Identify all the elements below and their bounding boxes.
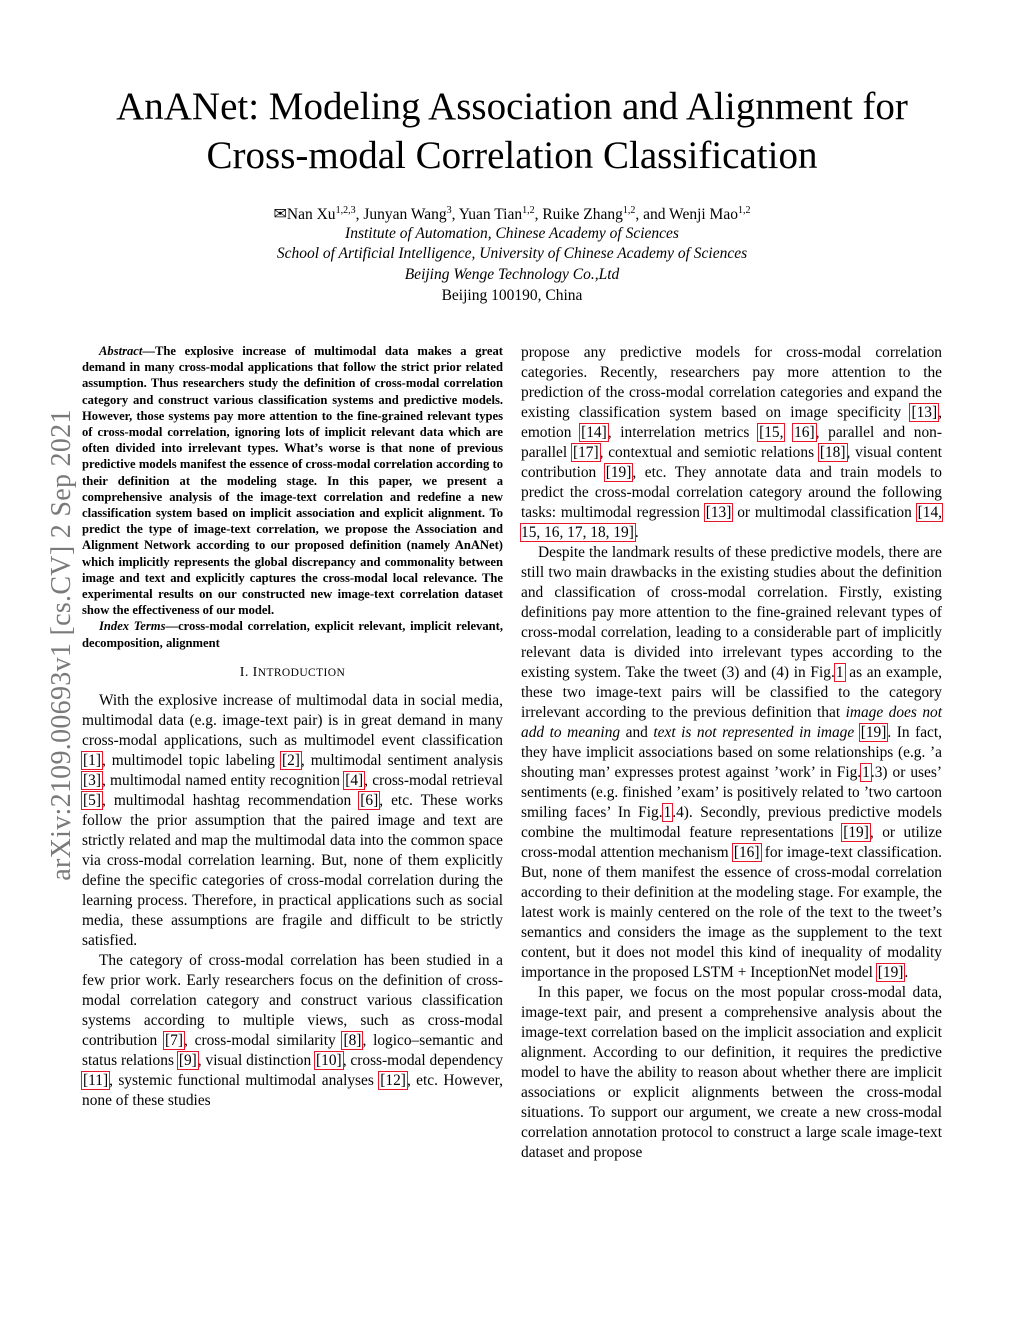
citation-link[interactable]: [17] — [572, 444, 599, 461]
text-run: as an example, these two image-text pairs will be classified to the category irrelevant according to the previous definition that — [521, 664, 942, 721]
author-1: Nan Xu — [286, 206, 336, 224]
author-4: , Ruike Zhang — [534, 206, 623, 224]
right-column — [521, 343, 942, 1163]
citation-link[interactable]: [18] — [819, 444, 846, 461]
envelope-icon: ✉ — [273, 206, 287, 224]
figure-link[interactable]: 1 — [663, 804, 672, 821]
title-line-1: AnANet: Modeling Association and Alignment for — [116, 85, 908, 128]
text-run: . — [904, 964, 909, 981]
text-run: . In fact, they have implicit associations based on some relationships (e.g. ’a shouting man’ expresses protest against ’work’ in Fig. — [521, 724, 943, 781]
italic-quote: image does not add to meaning — [521, 704, 942, 741]
text-run: , interrelation metrics — [607, 424, 759, 441]
citation-link[interactable]: [10] — [316, 1051, 342, 1069]
citation-link[interactable]: [12] — [380, 1071, 406, 1089]
text-run: The category of cross-modal correlation has been studied in a few prior work. Early researchers focus on the definition of cross-modal correlation category and construct various classification systems according to multiple views, such as cross-modal contribution — [82, 951, 503, 1049]
paper-title — [0, 82, 1024, 180]
citation-link[interactable]: [3] — [83, 771, 101, 789]
author-2: , Junyan Wang — [355, 206, 447, 224]
text-run: , or utilize cross-modal attention mechanism — [521, 824, 942, 861]
author-1-affil: 1,2,3 — [335, 205, 356, 216]
left-column — [82, 343, 503, 1111]
section-number: I. — [239, 664, 253, 680]
citation-link[interactable]: [2] — [281, 751, 300, 769]
text-run: and — [620, 724, 654, 741]
citation-link[interactable]: [19] — [860, 724, 887, 741]
citation-link[interactable]: [15, — [759, 424, 784, 441]
text-run: , multimodal hashtag recommendation — [101, 791, 360, 809]
text-run: .3) or uses’ sentiments (e.g. finished ’exam’ is positively related to ’two cartoon smiling faces’ In Fig. — [521, 764, 942, 821]
author-5-affil: 1,2 — [737, 205, 751, 216]
arxiv-stamp-text: arXiv:2109.00693v1 [cs.CV] 2 Sep 2021 — [46, 409, 77, 881]
author-5: , and Wenji Mao — [635, 206, 738, 224]
author-list — [0, 201, 1024, 225]
affiliation-line-4: Beijing 100190, China — [441, 287, 583, 304]
citation-link[interactable]: [11] — [83, 1071, 109, 1089]
citation-link[interactable]: 16] — [794, 424, 815, 441]
text-run: or multimodal classification — [732, 504, 917, 521]
affiliation-line-1: Institute of Automation, Chinese Academy of Sciences — [345, 225, 679, 242]
citation-link[interactable]: [16] — [733, 844, 760, 861]
author-2-affil: 3 — [446, 205, 452, 216]
right-paragraph-2 — [521, 543, 942, 983]
italic-quote: text is not represented in image — [653, 724, 855, 741]
figure-link[interactable]: 1 — [835, 664, 844, 681]
text-run: propose any predictive models for cross-modal correlation categories. Recently, researchers pay more attention to the prediction of the cross-modal correlation categories and expand the existing classification system based on image specificity — [521, 344, 942, 421]
text-run: , visual content contribution — [521, 444, 942, 481]
text-run: , multimodal named entity recognition — [101, 771, 345, 789]
citation-link[interactable]: [8] — [343, 1031, 362, 1049]
author-4-affil: 1,2 — [622, 205, 636, 216]
citation-link[interactable]: [19] — [877, 964, 904, 981]
author-3-affil: 1,2 — [522, 205, 535, 216]
citation-link[interactable]: [5] — [83, 791, 101, 809]
citation-link[interactable]: [9] — [178, 1051, 197, 1069]
figure-link[interactable]: 1 — [862, 764, 870, 781]
text-run: , logico–semantic and status relations — [82, 1031, 503, 1069]
citation-link[interactable]: [1] — [83, 751, 101, 769]
index-terms-paragraph — [82, 618, 503, 650]
text-run: , etc. These works follow the prior assumption that the paired image and text are strictly related and map the multimodal data into the common space via cross-modal correlation learning. But, none of them explicitly define the specific categories of cross-modal correlation during the learning process. Therefore, in practical applications such as social media, these assumptions are fragile and difficult to be strictly satisfied. — [82, 791, 503, 949]
text-run: .4). Secondly, previous predictive models combine the multimodal feature representations — [521, 804, 943, 841]
text-run: , etc. However, none of these studies — [82, 1071, 504, 1109]
citation-link[interactable]: [7] — [165, 1031, 183, 1049]
text-run: , cross-modal dependency — [342, 1051, 504, 1069]
citation-link[interactable]: [6] — [360, 791, 379, 809]
citation-link[interactable]: [14] — [581, 424, 607, 441]
text-run: , multimodal sentiment analysis — [300, 751, 503, 769]
intro-paragraph-2 — [82, 951, 503, 1111]
section-first-letter: I — [252, 664, 258, 680]
section-title-rest: NTRODUCTION — [257, 666, 346, 679]
abstract-text: —The explosive increase of multimodal data makes a great demand in many cross-modal applications that follow the strict prior related assumption. Thus researchers study the definition of cross-modal correlation category and construct various classification systems and predictive models. However, those systems pay more attention to the fine-grained relevant types of cross-modal correlation, ignoring lots of implicit relevant data which are often divided into irrelevant types. What’s worse is that none of previous predictive models manifest the essence of cross-modal correlation according to their definition at the modeling stage. In this paper, we present a comprehensive analysis of the image-text correlation and redefine a new classification system based on implicit association and explicit alignment. To predict the type of image-text correlation, we propose the Association and Alignment Network according to our proposed definition (namely AnANet) which implicitly represents the global discrepancy and commonality between image and text and explicitly captures the cross-modal local relevance. The experimental results on our constructed new image-text correlation dataset show the effectiveness of our model. — [82, 344, 503, 618]
index-terms-label: Index Terms — [99, 619, 166, 634]
text-run: , emotion — [521, 404, 942, 441]
citation-link[interactable]: [14, 15, 16, 17, 18, 19] — [521, 504, 942, 541]
intro-paragraph-1 — [82, 691, 503, 951]
text-run: , etc. They annotate data and train models to predict the cross-modal correlation category around the following tasks: multimodal regression — [521, 464, 942, 521]
citation-link[interactable]: [13] — [705, 504, 732, 521]
text-run: With the explosive increase of multimodal data in social media, multimodal data (e.g. image-text pair) is in great demand in many cross-modal applications, such as multimodel event classification — [82, 691, 503, 749]
abstract-paragraph — [82, 343, 503, 618]
citation-link[interactable]: [19] — [605, 464, 632, 481]
affiliation-line-3: Beijing Wenge Technology Co.,Ltd — [404, 266, 620, 283]
citation-link[interactable]: [4] — [345, 771, 364, 789]
text-run: . — [634, 524, 639, 541]
text-run: , cross-modal retrieval — [364, 771, 503, 789]
text-run: , contextual and semiotic relations — [599, 444, 819, 461]
section-heading-introduction — [82, 665, 503, 681]
index-terms-text: —cross-modal correlation, explicit relevant, implicit relevant, decomposition, alignment — [82, 619, 503, 650]
title-line-2: Cross-modal Correlation Classification — [206, 134, 818, 177]
text-run: , parallel and non-parallel — [521, 424, 942, 461]
citation-link[interactable]: [19] — [843, 824, 869, 841]
text-run: , multimodel topic labeling — [101, 751, 281, 769]
text-run: for image-text classification. But, none of them manifest the essence of cross-modal correlation according to their definition at the modeling stage. For example, the latest work is mainly centered on the role of the text to the tweet’s semantics and considers the image as the supplement to the text content, but it does not model this kind of inequality of modality importance in the proposed LSTM + InceptionNet model — [521, 844, 942, 981]
text-run: , visual distinction — [197, 1051, 316, 1069]
right-paragraph-1 — [521, 343, 942, 543]
text-run — [854, 724, 860, 741]
abstract-label: Abstract — [99, 344, 143, 358]
text-run — [784, 424, 793, 441]
text-run: Despite the landmark results of these predictive models, there are still two main drawbacks in the existing studies about the definition and classification of cross-modal correlation. Firstly, existing definitions pay more attention to the fine-grained relevant types of cross-modal correlation, leading to a considerable part of implicitly relevant data is divided into irrelevant types according to the existing system. Take the tweet (3) and (4) in Fig. — [521, 544, 942, 681]
right-paragraph-3 — [521, 983, 942, 1163]
text-run: , systemic functional multimodal analyses — [109, 1071, 380, 1089]
citation-link[interactable]: [13] — [911, 404, 938, 421]
affiliation-line-2: School of Artificial Intelligence, University of Chinese Academy of Sciences — [276, 245, 748, 262]
text-run: , cross-modal similarity — [184, 1031, 343, 1049]
author-3: , Yuan Tian — [451, 206, 523, 224]
text-run: In this paper, we focus on the most popular cross-modal data, image-text pair, and present a comprehensive analysis about the image-text correlation based on the implicit association and explicit alignment. According to our definition, it requires the predictive model to have the ability to reason about whether there are implicit associations or explicit alignments between the cross-modal situations. To support our argument, we create a new cross-modal correlation annotation protocol to construct a large scale image-text dataset and propose — [521, 984, 942, 1161]
